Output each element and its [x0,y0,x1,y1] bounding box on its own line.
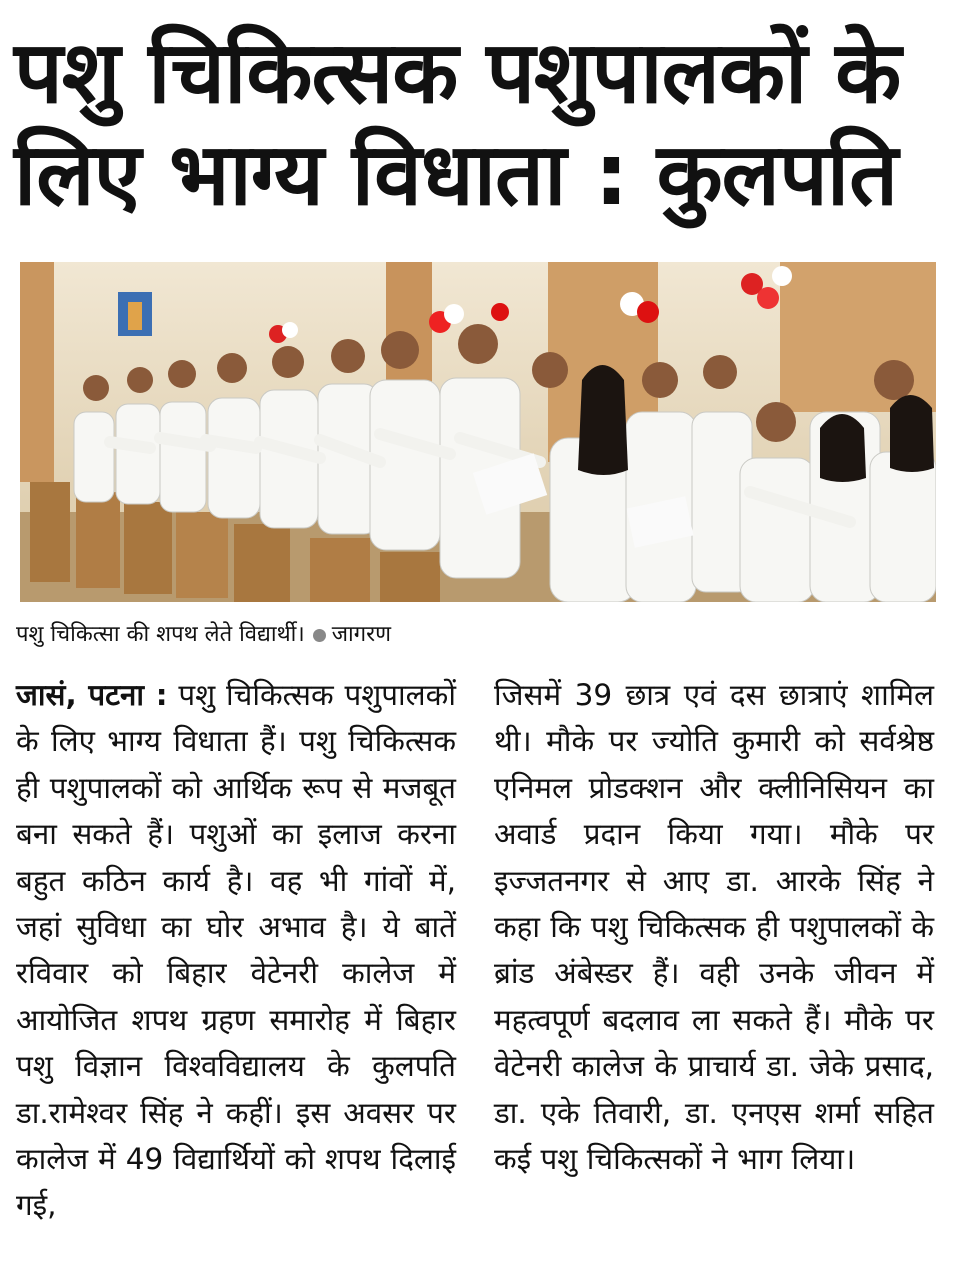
caption-source: जागरण [331,622,392,647]
article-body-left: पशु चिकित्सक पशुपालकों के लिए भाग्य विधाता हैं। पशु चिकित्सक ही पशुपालकों को आर्थिक रूप से मजबूत बना सकते हैं। पशुओं का इलाज करना बहुत कठिन कार्य है। वह भी गांवों में, जहां सुविधा का घोर अभाव है। ये बातें रविवार को बिहार वेटेनरी कालेज में आयोजित शपथ ग्रहण समारोह में बिहार पशु विज्ञान विश्वविद्यालय के कुलपति डा.रामेश्वर सिंह ने कहीं। इस अवसर पर कालेज में 49 विद्यार्थियों को शपथ दिलाई गई, [16,678,456,1223]
headline-line-1: पशु चिकित्सक पशुपालकों के [14,23,901,123]
article-column-left [16,672,456,1229]
news-photo [20,262,936,602]
caption-text: पशु चिकित्सा की शपथ लेते विद्यार्थी। [16,622,305,647]
headline [14,22,944,226]
bullet-icon [313,629,326,642]
oath-ceremony-illustration [20,262,936,602]
photo-caption [16,618,936,652]
article-body-right: जिसमें 39 छात्र एवं दस छात्राएं शामिल थी। मौके पर ज्योति कुमारी को सर्वश्रेष्ठ एनिमल प्रोडक्शन और क्लीनिसियन का अवार्ड प्रदान किया गया। मौके पर इज्जतनगर से आए डा. आरके सिंह ने कहा कि पशु चिकित्सक ही पशुपालकों के ब्रांड अंबेस्डर हैं। वही उनके जीवन में महत्वपूर्ण बदलाव ला सकते हैं। मौके पर वेटेनरी कालेज के प्राचार्य डा. जेके प्रसाद, डा. एके तिवारी, डा. एनएस शर्मा सहित कई पशु चिकित्सकों ने भाग लिया। [494,678,934,1177]
dateline: जासं, पटना : [16,678,168,712]
headline-line-2: लिए भाग्य विधाता : कुलपति [14,125,898,225]
article-column-right [494,672,934,1182]
